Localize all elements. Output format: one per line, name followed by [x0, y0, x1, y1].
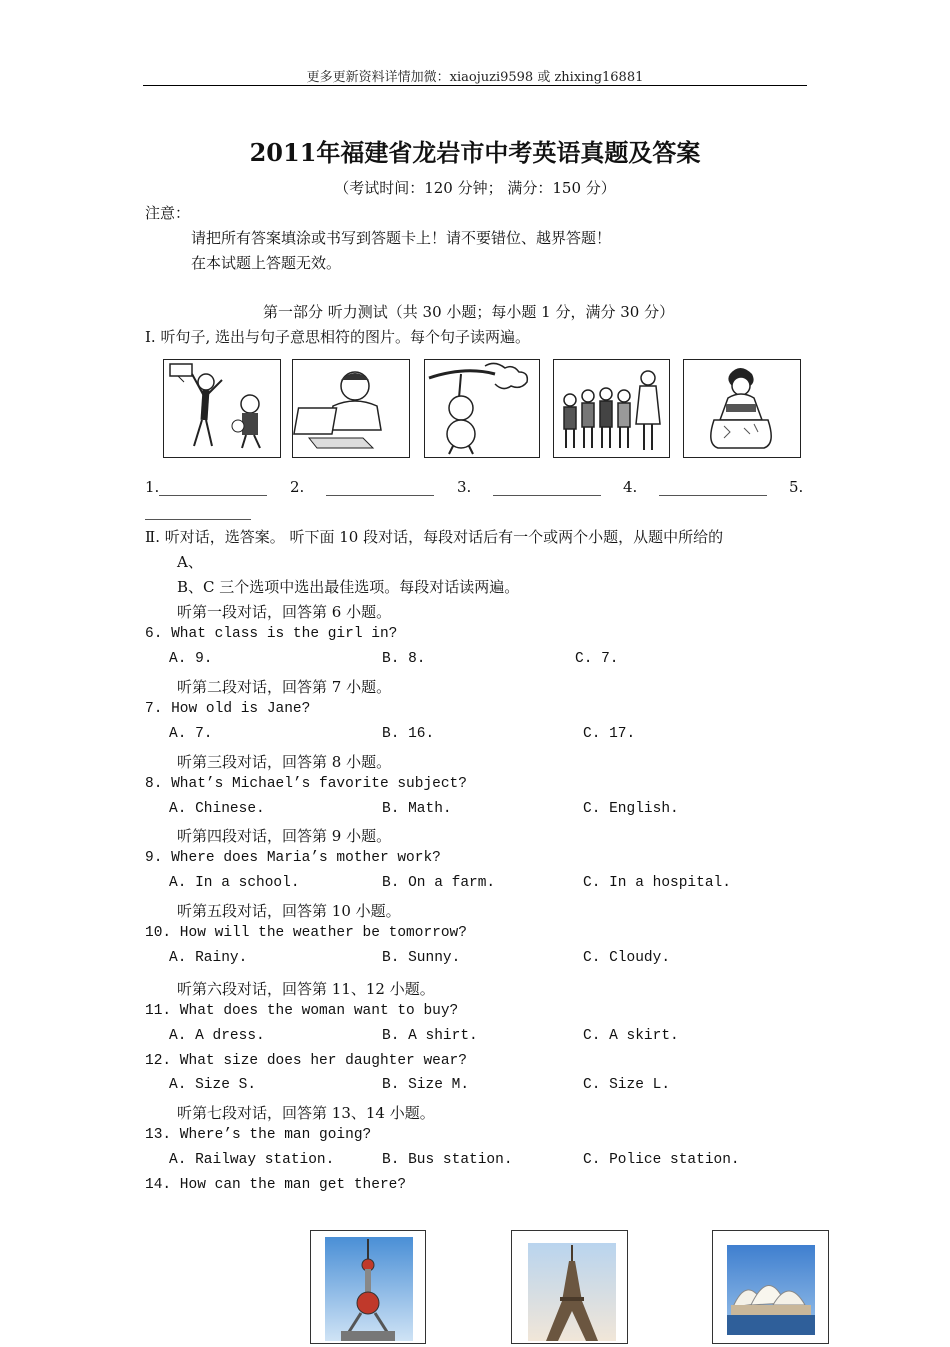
blank-5[interactable] — [145, 505, 251, 520]
blank-5-label: 5. — [789, 478, 804, 496]
question-9: 9. Where does Maria’s mother work? — [145, 850, 441, 866]
dialogue-intro: 听第六段对话，回答第 11、12 小题。 — [177, 980, 435, 998]
option-11a[interactable]: A. A dress. — [169, 1028, 265, 1044]
option-13c[interactable]: C. Police station. — [583, 1152, 740, 1168]
option-10b[interactable]: B. Sunny. — [382, 950, 461, 966]
option-7b[interactable]: B. 16. — [382, 726, 435, 742]
question-14: 14. How can the man get there? — [145, 1177, 407, 1193]
section2-instruction-2: A、 — [177, 553, 203, 571]
option-7a[interactable]: A. 7. — [169, 726, 213, 742]
picture-b-laptop — [292, 359, 410, 458]
blank-1-label: 1. — [145, 478, 160, 496]
notice-line-1: 请把所有答案填涂或书写到答题卡上！请不要错位、越界答题！ — [191, 229, 612, 247]
picture-d-students — [553, 359, 670, 458]
picture-eiffel-tower — [511, 1230, 628, 1344]
picture-c-monkey — [424, 359, 540, 458]
blank-2-label: 2. — [290, 478, 305, 496]
dialogue-intro: 听第三段对话，回答第 8 小题。 — [177, 753, 392, 771]
option-8c[interactable]: C. English. — [583, 801, 679, 817]
dialogue-intro: 听第二段对话，回答第 7 小题。 — [177, 678, 392, 696]
option-13b[interactable]: B. Bus station. — [382, 1152, 513, 1168]
dialogue-intro: 听第一段对话，回答第 6 小题。 — [177, 603, 392, 621]
question-8: 8. What’s Michael’s favorite subject? — [145, 776, 467, 792]
page-title: 2011年福建省龙岩市中考英语真题及答案 — [249, 138, 701, 167]
option-6c[interactable]: C. 7. — [575, 651, 619, 667]
dialogue-intro: 听第五段对话，回答第 10 小题。 — [177, 902, 401, 920]
blank-4-label: 4. — [623, 478, 638, 496]
question-13: 13. Where’s the man going? — [145, 1127, 372, 1143]
option-11b[interactable]: B. A shirt. — [382, 1028, 478, 1044]
option-8b[interactable]: B. Math. — [382, 801, 452, 817]
option-6b[interactable]: B. 8. — [382, 651, 426, 667]
blank-4[interactable] — [623, 478, 767, 496]
option-12a[interactable]: A. Size S. — [169, 1077, 257, 1093]
blank-1[interactable] — [145, 478, 267, 496]
section2-instruction-1: Ⅱ. 听对话，选答案。 听下面 10 段对话，每段对话后有一个或两个小题，从题中所给的 — [145, 528, 724, 546]
dialogue-intro: 听第七段对话，回答第 13、14 小题。 — [177, 1104, 435, 1122]
option-11c[interactable]: C. A skirt. — [583, 1028, 679, 1044]
picture-sydney-opera-house — [712, 1230, 829, 1344]
question-12: 12. What size does her daughter wear? — [145, 1053, 467, 1069]
blank-3[interactable] — [457, 478, 601, 496]
section1-instruction: Ⅰ. 听句子, 选出与句子意思相符的图片。每个句子读两遍。 — [145, 328, 531, 346]
option-12b[interactable]: B. Size M. — [382, 1077, 470, 1093]
header-rule — [143, 85, 807, 86]
option-13a[interactable]: A. Railway station. — [169, 1152, 335, 1168]
picture-a-basketball — [163, 359, 281, 458]
exam-info: （考试时间：120 分钟； 满分：150 分） — [334, 179, 616, 197]
option-10a[interactable]: A. Rainy. — [169, 950, 248, 966]
question-6: 6. What class is the girl in? — [145, 626, 398, 642]
picture-oriental-pearl-tower — [310, 1230, 426, 1344]
option-10c[interactable]: C. Cloudy. — [583, 950, 671, 966]
header-note: 更多更新资料详情加微：xiaojuzi9598 或 zhixing16881 — [306, 70, 644, 85]
question-7: 7. How old is Jane? — [145, 701, 311, 717]
notice-line-2: 在本试题上答题无效。 — [191, 254, 342, 272]
option-8a[interactable]: A. Chinese. — [169, 801, 265, 817]
option-12c[interactable]: C. Size L. — [583, 1077, 671, 1093]
part1-heading: 第一部分 听力测试（共 30 小题；每小题 1 分，满分 30 分） — [263, 303, 675, 321]
dialogue-intro: 听第四段对话，回答第 9 小题。 — [177, 827, 392, 845]
blank-2[interactable] — [290, 478, 434, 496]
blank-3-label: 3. — [457, 478, 472, 496]
notice-label: 注意： — [145, 204, 191, 222]
option-9b[interactable]: B. On a farm. — [382, 875, 496, 891]
option-9a[interactable]: A. In a school. — [169, 875, 300, 891]
section2-instruction-3: B、C 三个选项中选出最佳选项。每段对话读两遍。 — [177, 578, 520, 596]
picture-e-kimono — [683, 359, 801, 458]
question-10: 10. How will the weather be tomorrow? — [145, 925, 467, 941]
option-7c[interactable]: C. 17. — [583, 726, 636, 742]
option-9c[interactable]: C. In a hospital. — [583, 875, 731, 891]
question-11: 11. What does the woman want to buy? — [145, 1003, 459, 1019]
option-6a[interactable]: A. 9. — [169, 651, 213, 667]
